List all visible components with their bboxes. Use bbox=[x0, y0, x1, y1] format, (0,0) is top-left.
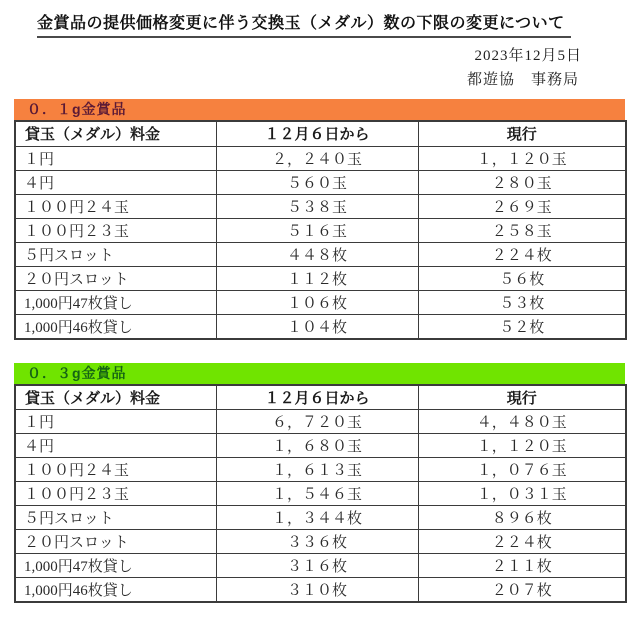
cell-new: １，５４６玉 bbox=[216, 482, 418, 506]
table-row bbox=[15, 314, 626, 339]
cell-current: ８９６枚 bbox=[418, 506, 626, 530]
table-row bbox=[15, 554, 626, 578]
cell-current: １，１２０玉 bbox=[418, 146, 626, 170]
title-wrap bbox=[37, 8, 625, 38]
table-row bbox=[15, 266, 626, 290]
cell-current: １，０７６玉 bbox=[418, 458, 626, 482]
cell-new: ５３８玉 bbox=[216, 194, 418, 218]
table-row bbox=[15, 242, 626, 266]
cell-current: ２２４枚 bbox=[418, 242, 626, 266]
page-title: 金賞品の提供価格変更に伴う交換玉（メダル）数の下限の変更について bbox=[37, 8, 571, 38]
cell-new: ５６０玉 bbox=[216, 170, 418, 194]
cell-current: ５３枚 bbox=[418, 290, 626, 314]
table-row bbox=[15, 506, 626, 530]
cell-new: ４４８枚 bbox=[216, 242, 418, 266]
table-row bbox=[15, 290, 626, 314]
table-row bbox=[15, 578, 626, 603]
cell-new: １，６８０玉 bbox=[216, 434, 418, 458]
price-table-0-1g bbox=[14, 120, 627, 340]
cell-rate: 1,000円47枚貸し bbox=[15, 290, 216, 314]
cell-new: ２，２４０玉 bbox=[216, 146, 418, 170]
header-row bbox=[15, 385, 626, 410]
cell-rate: ５円スロット bbox=[15, 506, 216, 530]
cell-new: １０４枚 bbox=[216, 314, 418, 339]
cell-rate: ２０円スロット bbox=[15, 266, 216, 290]
org-line: 都遊協 事務局 bbox=[466, 72, 579, 88]
date-line: 2023年12月5日 bbox=[474, 48, 582, 64]
column-header-current: 現行 bbox=[418, 121, 626, 146]
cell-current: ２２４枚 bbox=[418, 530, 626, 554]
table-row bbox=[15, 170, 626, 194]
cell-rate: ４円 bbox=[15, 170, 216, 194]
cell-new: １，３４４枚 bbox=[216, 506, 418, 530]
table-caption-0-3g: ０．３g金賞品 bbox=[14, 363, 625, 384]
table-row bbox=[15, 410, 626, 434]
cell-new: ３１６枚 bbox=[216, 554, 418, 578]
cell-rate: １００円２４玉 bbox=[15, 194, 216, 218]
cell-rate: １００円２３玉 bbox=[15, 482, 216, 506]
cell-new: １，６１３玉 bbox=[216, 458, 418, 482]
cell-rate: 1,000円46枚貸し bbox=[15, 314, 216, 339]
table-row bbox=[15, 482, 626, 506]
cell-current: ２５８玉 bbox=[418, 218, 626, 242]
cell-current: ４，４８０玉 bbox=[418, 410, 626, 434]
table-row bbox=[15, 146, 626, 170]
cell-new: １１２枚 bbox=[216, 266, 418, 290]
cell-new: ３３６枚 bbox=[216, 530, 418, 554]
cell-rate: １００円２４玉 bbox=[15, 458, 216, 482]
column-header-new: １２月６日から bbox=[216, 121, 418, 146]
table-row bbox=[15, 458, 626, 482]
cell-current: ２０７枚 bbox=[418, 578, 626, 603]
table-row bbox=[15, 218, 626, 242]
column-header-rate: 貸玉（メダル）料金 bbox=[15, 121, 216, 146]
column-header-rate: 貸玉（メダル）料金 bbox=[15, 385, 216, 410]
table-row bbox=[15, 194, 626, 218]
cell-current: ５６枚 bbox=[418, 266, 626, 290]
cell-current: ２１１枚 bbox=[418, 554, 626, 578]
cell-current: １，０３１玉 bbox=[418, 482, 626, 506]
column-header-new: １２月６日から bbox=[216, 385, 418, 410]
cell-current: ５２枚 bbox=[418, 314, 626, 339]
table-caption-0-1g: ０．１g金賞品 bbox=[14, 99, 625, 120]
column-header-current: 現行 bbox=[418, 385, 626, 410]
cell-new: ６，７２０玉 bbox=[216, 410, 418, 434]
cell-new: ５１６玉 bbox=[216, 218, 418, 242]
table-section-0-3g bbox=[14, 363, 625, 604]
table-row bbox=[15, 434, 626, 458]
cell-current: １，１２０玉 bbox=[418, 434, 626, 458]
cell-rate: １円 bbox=[15, 410, 216, 434]
cell-rate: １００円２３玉 bbox=[15, 218, 216, 242]
price-table-0-3g bbox=[14, 384, 627, 604]
table-row bbox=[15, 530, 626, 554]
cell-rate: 1,000円47枚貸し bbox=[15, 554, 216, 578]
cell-current: ２８０玉 bbox=[418, 170, 626, 194]
cell-rate: ４円 bbox=[15, 434, 216, 458]
cell-rate: 1,000円46枚貸し bbox=[15, 578, 216, 603]
cell-new: ３１０枚 bbox=[216, 578, 418, 603]
table-section-0-1g bbox=[14, 99, 625, 340]
cell-current: ２６９玉 bbox=[418, 194, 626, 218]
cell-new: １０６枚 bbox=[216, 290, 418, 314]
cell-rate: ２０円スロット bbox=[15, 530, 216, 554]
cell-rate: １円 bbox=[15, 146, 216, 170]
header-row bbox=[15, 121, 626, 146]
cell-rate: ５円スロット bbox=[15, 242, 216, 266]
